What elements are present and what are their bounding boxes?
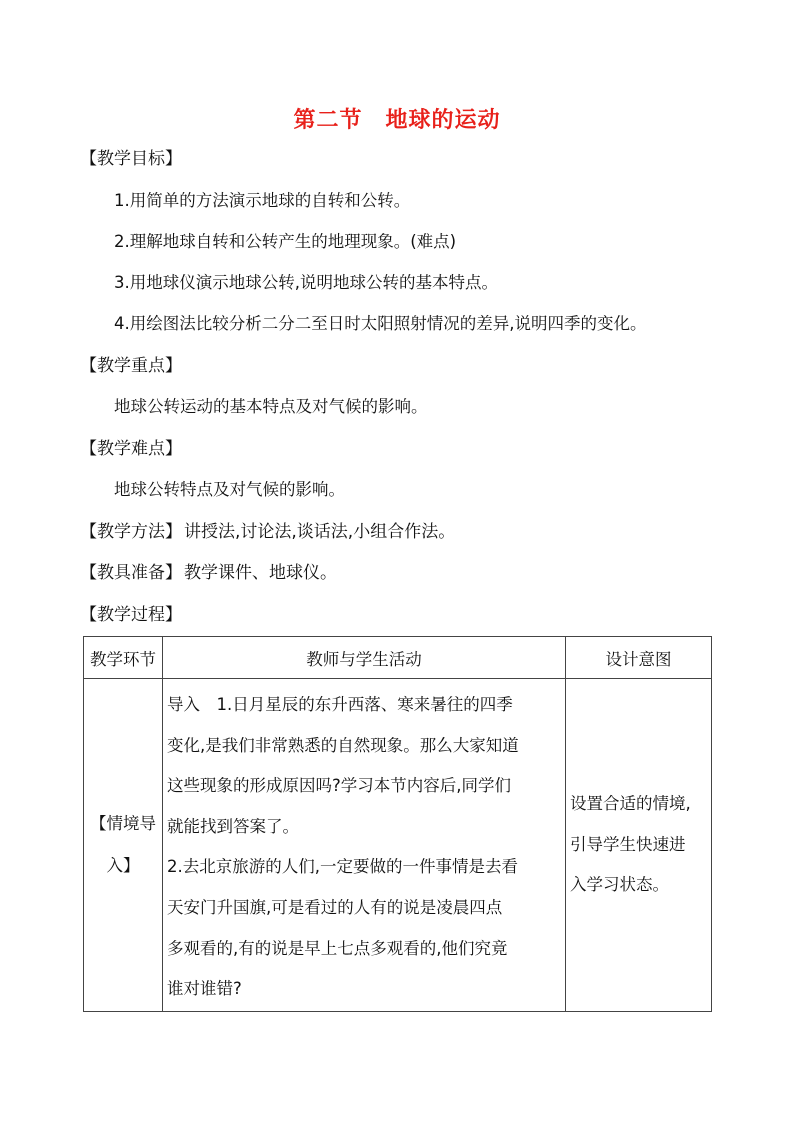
activity-cell — [163, 679, 566, 1012]
intent-line: 设置合适的情境, — [570, 794, 691, 814]
table-row — [84, 679, 712, 1012]
process-table — [83, 636, 712, 1012]
methods-text: 讲授法,讨论法,谈话法,小组合作法。 — [184, 522, 456, 542]
document-title: 第二节 地球的运动 — [293, 108, 501, 133]
section-line: 入】 — [106, 856, 140, 875]
tools-line — [80, 562, 337, 584]
column-header-section: 教学环节 — [84, 637, 163, 679]
activity-line: 多观看的,有的说是早上七点多观看的,他们究竟 — [167, 938, 508, 958]
column-header-intent: 设计意图 — [566, 637, 712, 679]
objective-item: 3.用地球仪演示地球公转,说明地球公转的基本特点。 — [114, 273, 498, 292]
activity-line: 谁对谁错? — [167, 979, 242, 999]
activity-line: 导入 1.日月星辰的东升西落、寒来暑往的四季 — [167, 695, 513, 714]
tools-text: 教学课件、地球仪。 — [184, 563, 337, 583]
key-points-text: 地球公转运动的基本特点及对气候的影响。 — [114, 397, 428, 416]
table-header-row — [84, 637, 712, 679]
activity-line: 2.去北京旅游的人们,一定要做的一件事情是去看 — [167, 857, 518, 877]
section-line: 【情境导 — [90, 814, 156, 833]
activity-line: 这些现象的形成原因吗?学习本节内容后,同学们 — [167, 776, 512, 796]
tools-heading: 【教具准备】 — [80, 563, 182, 583]
difficulties-text: 地球公转特点及对气候的影响。 — [114, 480, 345, 499]
section-cell — [84, 679, 163, 1012]
intent-line: 入学习状态。 — [570, 875, 669, 895]
difficulties-heading: 【教学难点】 — [80, 439, 182, 459]
activity-line: 就能找到答案了。 — [167, 816, 299, 836]
process-heading: 【教学过程】 — [80, 605, 182, 625]
objective-item: 4.用绘图法比较分析二分二至日时太阳照射情况的差异,说明四季的变化。 — [114, 314, 647, 333]
objective-item: 2.理解地球自转和公转产生的地理现象。(难点) — [114, 232, 457, 251]
methods-line — [80, 521, 455, 543]
objectives-heading: 【教学目标】 — [80, 149, 182, 169]
intent-line: 引导学生快速进 — [570, 834, 686, 854]
activity-line: 天安门升国旗,可是看过的人有的说是凌晨四点 — [167, 897, 503, 917]
activity-line: 变化,是我们非常熟悉的自然现象。那么大家知道 — [167, 735, 519, 755]
key-points-heading: 【教学重点】 — [80, 356, 182, 376]
objective-item: 1.用简单的方法演示地球的自转和公转。 — [114, 191, 411, 210]
methods-heading: 【教学方法】 — [80, 522, 182, 542]
intent-cell — [566, 679, 712, 1012]
column-header-activity: 教师与学生活动 — [163, 637, 566, 679]
